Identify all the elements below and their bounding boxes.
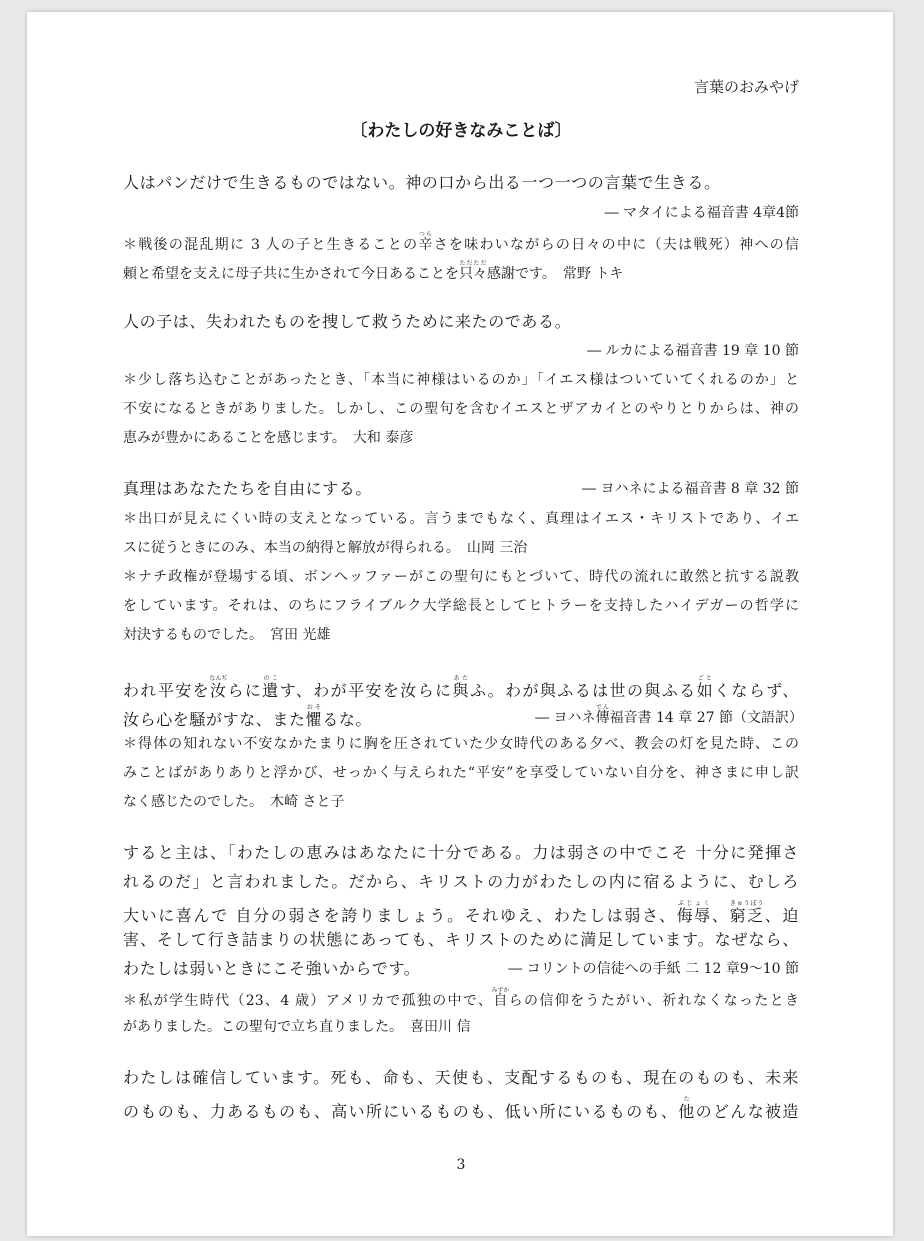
verse-line: れるのだ」と言われました。だから、キリストの力がわたしの内に宿るように、むしろ — [123, 872, 799, 891]
comment-line: ＊戦後の混乱期に 3 人の子と生きることの辛つらさを味わいながらの日々の中に（夫は戦死）神への信 — [123, 231, 800, 253]
comment-line: 恵みが豊かにあることを感じます。 大和 泰彦 — [123, 430, 414, 446]
comment-line: スに従うときにのみ、本当の納得と解放が得られる。 山岡 三治 — [123, 540, 528, 556]
verse-line: 害、そして行き詰まりの状態にあっても、キリストのために満足しています。なぜなら、 — [123, 930, 799, 949]
verse-line: われ平安を汝なんぢらに遺のこす、わが平安を汝らに與あたふ。わが與ふるは世の與ふる如ごとくならず、 — [123, 675, 799, 700]
comment-line: ＊私が学生時代（23、4 歳）アメリカで孤独の中で、自みずからの信仰をうたがい、祈れなくなったとき — [123, 987, 799, 1009]
comment-line: みことばがありありと浮かび、せっかく与えられた“平安”を享受していない自分を、神さまに申し訳 — [123, 765, 799, 781]
running-header: 言葉のおみやげ — [693, 78, 799, 96]
verse-source: ― ルカによる福音書 19 章 10 節 — [587, 343, 799, 359]
comment-line: がありました。この聖句で立ち直りました。 喜田川 信 — [123, 1019, 471, 1035]
verse-line: わたしは弱いときにこそ強いからです。 — [123, 959, 421, 978]
verse-source: ― ヨハネによる福音書 8 章 32 節 — [582, 481, 799, 497]
verse-source: ― コリントの信徒への手紙 二 12 章9～10 節 — [508, 961, 799, 977]
comment-line: なく感じたのでした。 木崎 さと子 — [123, 794, 345, 810]
comment-line: をしています。それは、のちにフライブルク大学総長としてヒトラーを支持したハイデガーの哲学に — [123, 598, 799, 614]
comment-line: ＊ナチ政権が登場する頃、ボンヘッファーがこの聖句にもとづいて、時代の流れに敢然と抗する説教 — [123, 569, 799, 585]
page-number: 3 — [456, 1157, 466, 1173]
verse-line: 人の子は、失われたものを捜して救うために来たのである。 — [123, 312, 572, 331]
verse-line: 人はパンだけで生きるものではない。神の口から出る一つ一つの言葉で生きる。 — [123, 173, 721, 192]
verse-line: のものも、力あるものも、高い所にいるものも、低い所にいるものも、他たのどんな被造 — [123, 1096, 800, 1121]
comment-line: ＊得体の知れない不安なかたまりに胸を圧されていた少女時代のある夕べ、教会の灯を見た時、この — [123, 736, 799, 752]
comment-line: ＊少し落ち込むことがあったとき、「本当に神様はいるのか」「イエス様はついていてくれるのか」と — [123, 372, 799, 388]
document-page — [27, 12, 893, 1236]
verse-line: 大いに喜んで 自分の弱さを誇りましょう。それゆえ、わたしは弱さ、侮辱ぶじょく、窮乏きゅうぼう、迫 — [123, 900, 799, 925]
verse-line: 汝ら心を騒がすな、また懼おそるな。 — [123, 704, 373, 729]
verse-source: ― マタイによる福音書 4章4節 — [604, 205, 799, 221]
comment-line: 対決するものでした。 宮田 光雄 — [123, 627, 331, 643]
verse-line: 真理はあなたたちを自由にする。 — [123, 479, 373, 498]
verse-line: すると主は、「わたしの恵みはあなたに十分である。力は弱さの中でこそ 十分に発揮さ — [123, 843, 799, 862]
page-title: 〔わたしの好きなみことば〕 — [350, 121, 572, 141]
verse-source: ― ヨハネ傳でん福音書 14 章 27 節（文語訳） — [535, 704, 803, 726]
comment-line: 頼と希望を支えに母子共に生かされて今日あることを只々ただただ感謝です。 常野 トキ — [123, 260, 624, 282]
verse-line: わたしは確信しています。死も、命も、天使も、支配するものも、現在のものも、未来 — [123, 1068, 799, 1087]
comment-line: 不安になるときがありました。しかし、この聖句を含むイエスとザアカイとのやりとりからは、神の — [123, 401, 799, 417]
comment-line: ＊出口が見えにくい時の支えとなっている。言うまでもなく、真理はイエス・キリストであり、イエ — [123, 511, 799, 527]
